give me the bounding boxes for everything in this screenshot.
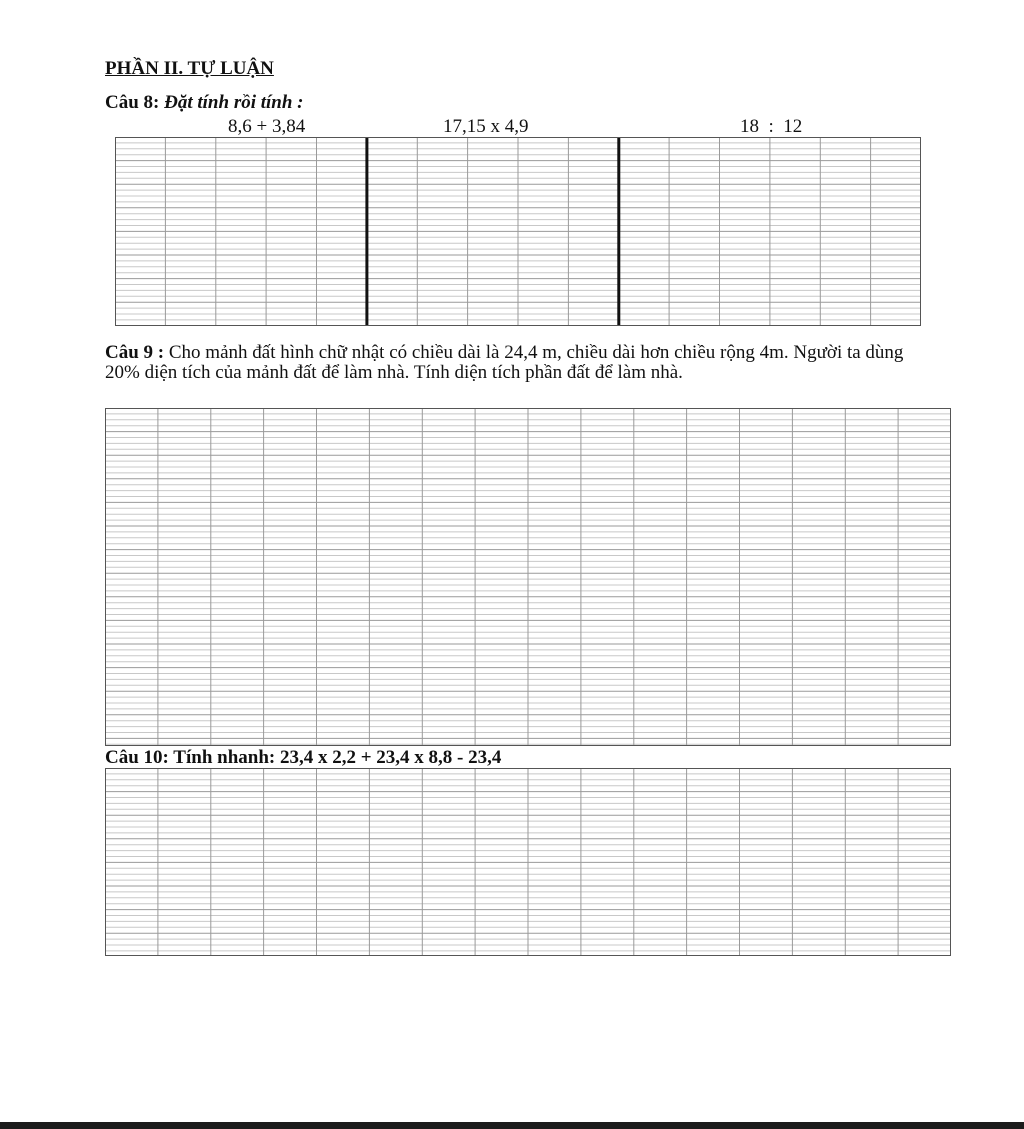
question-10-text: Tính nhanh: 23,4 x 2,2 + 23,4 x 8,8 - 23,4 — [173, 747, 502, 768]
grid-q8-lines — [115, 137, 921, 326]
question-9-label: Câu 9 : — [105, 342, 165, 363]
question-9-text: Cho mảnh đất hình chữ nhật có chiều dài là 24,4 m, chiều dài hơn chiều rộng 4m. Người ta dùng 20% diện tích của mảnh đất để làm nhà. Tính diện tích phần đất để làm nhà. — [105, 342, 904, 383]
question-10-label: Câu 10: — [105, 747, 169, 768]
expression-division: 18 : 12 — [740, 116, 803, 137]
question-10 — [105, 747, 501, 769]
question-9 — [105, 343, 935, 383]
question-8-label: Câu 8: — [105, 92, 160, 113]
answer-grid-question-8[interactable] — [115, 137, 921, 326]
grid-q9-lines — [105, 408, 951, 746]
section-title: PHẦN II. TỰ LUẬN — [105, 58, 274, 79]
question-8 — [105, 92, 304, 114]
expression-multiplication: 17,15 x 4,9 — [443, 116, 529, 137]
grid-q10-lines — [105, 768, 951, 956]
answer-grid-question-9[interactable] — [105, 408, 951, 746]
expression-addition: 8,6 + 3,84 — [228, 116, 306, 137]
answer-grid-question-10[interactable] — [105, 768, 951, 956]
question-8-instruction: Đặt tính rồi tính : — [164, 92, 304, 113]
bottom-bar — [0, 1122, 1024, 1129]
